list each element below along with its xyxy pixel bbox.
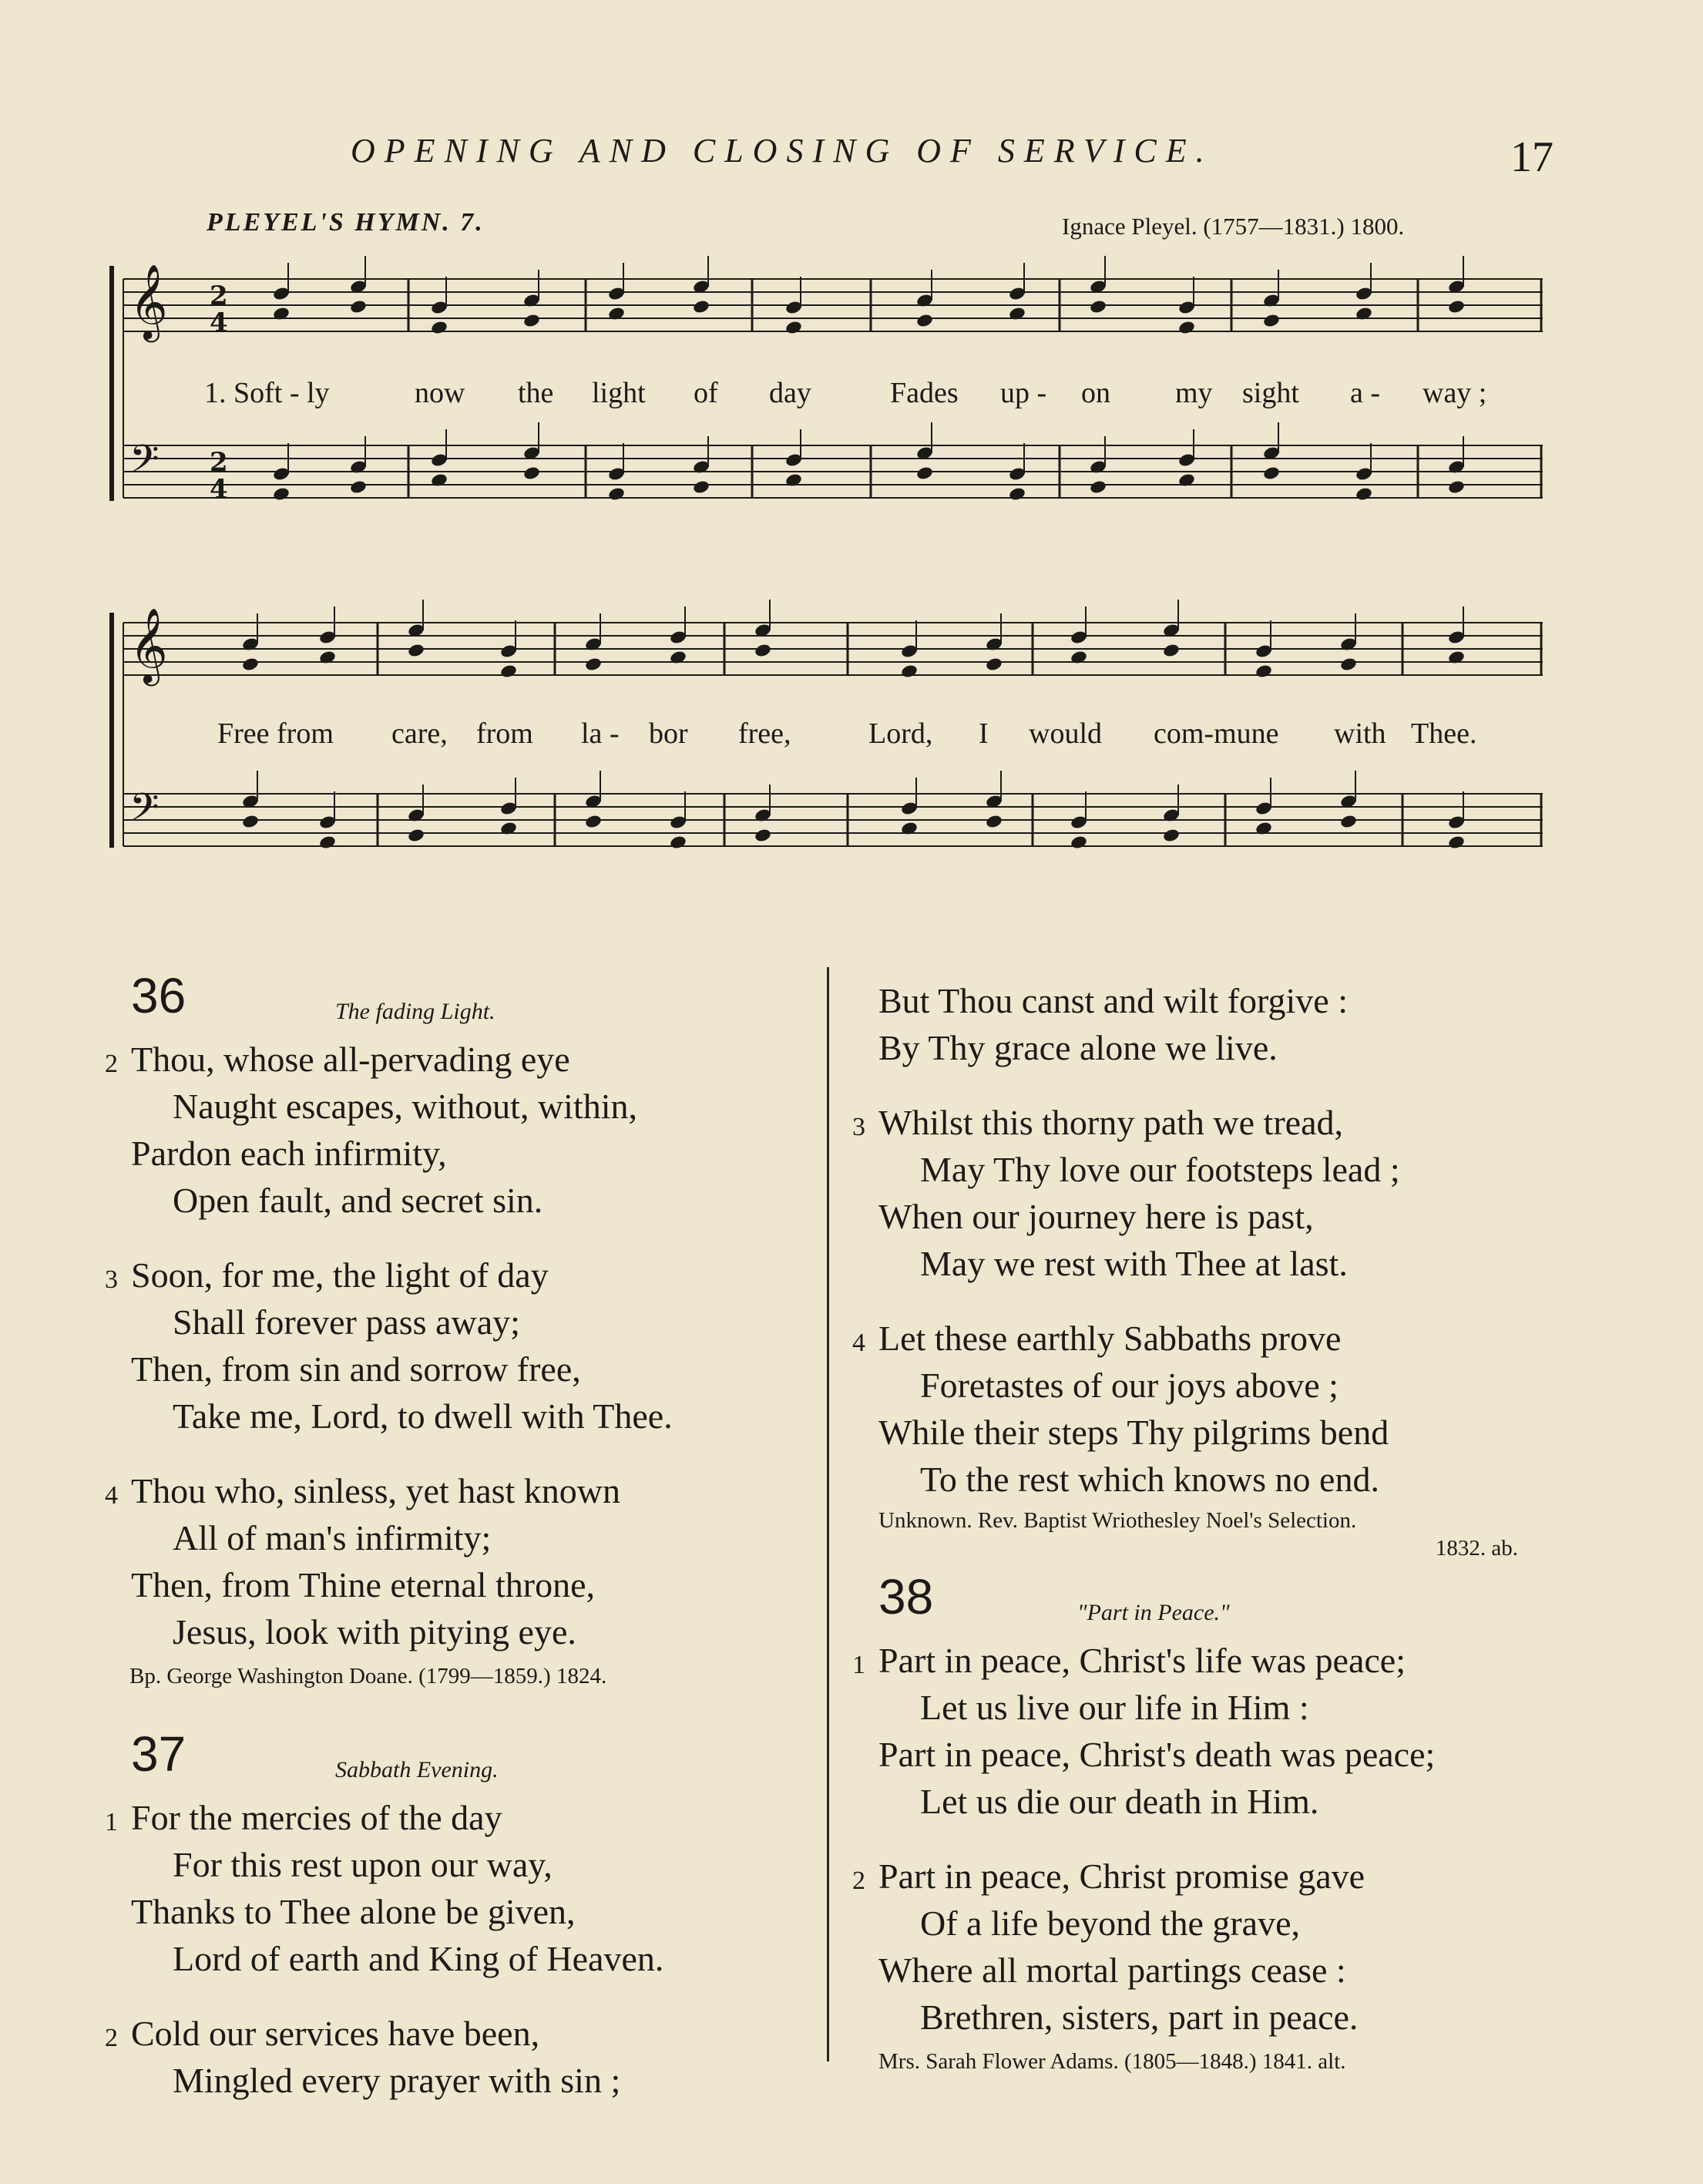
note-head xyxy=(754,643,772,658)
note-head xyxy=(1008,486,1026,502)
note-head xyxy=(900,664,919,679)
hymn-38-verses xyxy=(852,1637,1557,2041)
lyric-syllable: would xyxy=(1029,717,1102,750)
treble-clef: 𝄞 xyxy=(129,607,168,683)
verse-number: 3 xyxy=(852,1113,865,1141)
verse-line: While their steps Thy pilgrims bend xyxy=(878,1413,1389,1452)
note-head xyxy=(522,313,541,328)
note-head xyxy=(1177,320,1196,335)
lyric-syllable: sight xyxy=(1242,377,1299,409)
verse xyxy=(105,1794,809,1982)
note-head xyxy=(1262,313,1281,328)
note-head xyxy=(692,299,710,314)
verse-line: But Thou canst and wilt forgive : xyxy=(878,981,1349,1020)
note-head xyxy=(318,835,337,850)
note-head xyxy=(985,657,1003,672)
note-head xyxy=(1255,664,1273,679)
hymn-number: 38 xyxy=(878,1569,934,1625)
note-head xyxy=(1447,479,1466,495)
lyric-syllable: light xyxy=(592,377,646,409)
lyric-syllable: free, xyxy=(738,717,791,750)
left-column xyxy=(105,968,809,2132)
note-head xyxy=(407,828,425,843)
note-head xyxy=(784,320,803,335)
verse-line: Brethren, sisters, part in peace. xyxy=(920,1998,1359,2037)
verse-line: Thou, whose all-pervading eye xyxy=(131,1040,570,1079)
lyric-syllable: up - xyxy=(1000,377,1047,409)
verse-line: All of man's infirmity; xyxy=(173,1518,492,1557)
verse-line: May we rest with Thee at last. xyxy=(920,1244,1348,1283)
lyric-syllable: day xyxy=(769,377,811,409)
verse-line: To the rest which knows no end. xyxy=(920,1460,1379,1499)
verse-line: Foretastes of our joys above ; xyxy=(920,1366,1339,1405)
verse-line: Let us die our death in Him. xyxy=(920,1782,1319,1821)
treble-clef: 𝄞 xyxy=(129,264,168,339)
time-signature: 4 xyxy=(210,307,228,338)
hymn-37-verses-right xyxy=(852,977,1557,1503)
verse-line: When our journey here is past, xyxy=(878,1197,1314,1236)
note-head xyxy=(1355,486,1373,502)
verse-number: 2 xyxy=(852,1866,865,1895)
verse-continuation xyxy=(878,977,1557,1071)
hymn-37-verses-left xyxy=(105,1794,809,2104)
verse-line: For the mercies of the day xyxy=(131,1798,502,1837)
verse-line: Open fault, and secret sin. xyxy=(173,1181,543,1220)
note-head xyxy=(915,313,934,328)
verse xyxy=(852,1637,1557,1825)
note-head xyxy=(1162,828,1181,843)
composer-credit: Ignace Pleyel. (1757—1831.) 1800. xyxy=(1062,213,1405,240)
verse-line: Part in peace, Christ's death was peace; xyxy=(878,1735,1436,1774)
verse-line: Of a life beyond the grave, xyxy=(920,1903,1301,1943)
note-head xyxy=(915,465,934,481)
note-head xyxy=(1162,643,1181,658)
verse-number: 4 xyxy=(852,1329,865,1357)
hymn-38-header xyxy=(878,1569,1557,1637)
time-signature: 2 xyxy=(210,281,228,311)
page-number: 17 xyxy=(1510,133,1554,181)
verse-line: By Thy grace alone we live. xyxy=(878,1028,1278,1067)
note-head xyxy=(241,814,260,829)
lyric-syllable: from xyxy=(476,717,533,750)
bass-clef: 𝄢 xyxy=(129,785,160,839)
note-head xyxy=(1262,465,1281,481)
verse-line: Thou who, sinless, yet hast known xyxy=(131,1471,621,1510)
verse-line: Then, from sin and sorrow free, xyxy=(131,1349,581,1389)
hymn-title: Sabbath Evening. xyxy=(335,1757,499,1782)
lyric-syllable: 1. Soft - ly xyxy=(204,377,330,409)
hymn-number: 36 xyxy=(131,968,186,1023)
lyric-syllable: the xyxy=(518,377,554,409)
note-head xyxy=(522,465,541,481)
verse xyxy=(105,1252,809,1440)
verse-line: Let these earthly Sabbaths prove xyxy=(878,1319,1342,1358)
lyric-syllable: a - xyxy=(1350,377,1381,409)
verse-line: Cold our services have been, xyxy=(131,2014,540,2053)
column-divider xyxy=(827,967,829,2061)
note-head xyxy=(349,479,368,495)
note-head xyxy=(272,486,291,502)
verse xyxy=(105,2010,809,2104)
lyric-syllable: bor xyxy=(649,717,688,750)
lyric-syllable: way ; xyxy=(1423,377,1487,409)
note-head xyxy=(349,299,368,314)
tune-name: PLEYEL'S HYMN. 7. xyxy=(207,208,485,237)
note-head xyxy=(754,828,772,843)
lyric-syllable: my xyxy=(1175,377,1213,409)
time-signature: 2 xyxy=(210,447,228,478)
note-head xyxy=(669,835,687,850)
lyric-syllable: with xyxy=(1334,717,1386,750)
lyric-syllable: now xyxy=(415,377,465,409)
verse xyxy=(852,1853,1557,2041)
note-head xyxy=(1447,835,1466,850)
note-head xyxy=(407,643,425,658)
note-head xyxy=(692,479,710,495)
verse-number: 3 xyxy=(105,1265,118,1294)
verse-number: 1 xyxy=(105,1808,118,1836)
verse xyxy=(105,1036,809,1224)
hymn-36-header xyxy=(131,968,809,1036)
verse xyxy=(852,1099,1557,1287)
verse-number: 2 xyxy=(105,1050,118,1078)
note-head xyxy=(1339,814,1358,829)
verse-line: Thanks to Thee alone be given, xyxy=(131,1892,576,1931)
right-column xyxy=(852,977,1557,2076)
note-head xyxy=(1089,479,1107,495)
note-head xyxy=(1447,299,1466,314)
lyric-syllable: Thee. xyxy=(1411,717,1477,750)
note-head xyxy=(607,486,626,502)
lyric-syllable: care, xyxy=(391,717,448,750)
verse-line: Naught escapes, without, within, xyxy=(173,1087,638,1126)
lyric-syllable: I xyxy=(979,717,989,750)
lyric-syllable: of xyxy=(694,377,718,409)
verse-line: Pardon each infirmity, xyxy=(131,1134,447,1173)
verse-number: 1 xyxy=(852,1651,865,1679)
hymn-title: The fading Light. xyxy=(335,999,495,1024)
note-head xyxy=(1339,657,1358,672)
note-head xyxy=(584,657,603,672)
lyric-syllable: Lord, xyxy=(868,717,933,750)
verse-line: Part in peace, Christ's life was peace; xyxy=(878,1641,1406,1680)
hymn-36-credit: Bp. George Washington Doane. (1799—1859.) 1824. xyxy=(129,1664,607,1688)
verse-line: For this rest upon our way, xyxy=(173,1845,553,1884)
lyric-syllable: la - xyxy=(581,717,620,750)
verse xyxy=(105,1467,809,1655)
note-head xyxy=(430,320,448,335)
lyric-syllable: Free from xyxy=(217,717,334,750)
verse-line: Jesus, look with pitying eye. xyxy=(173,1612,576,1651)
hymn-36-verses xyxy=(105,1036,809,1655)
note-head xyxy=(1089,299,1107,314)
verse-line: Soon, for me, the light of day xyxy=(131,1255,549,1295)
lyric-syllable: on xyxy=(1081,377,1110,409)
lyric-syllable: Fades xyxy=(890,377,959,409)
note-head xyxy=(499,664,518,679)
verse-number: 2 xyxy=(105,2024,118,2052)
running-title: OPENING AND CLOSING OF SERVICE. xyxy=(351,132,1214,170)
note-head xyxy=(985,814,1003,829)
verse-line: Shall forever pass away; xyxy=(173,1302,520,1342)
bass-clef: 𝄢 xyxy=(129,437,160,491)
verse-line: Let us live our life in Him : xyxy=(920,1688,1309,1727)
verse-line: Whilst this thorny path we tread, xyxy=(878,1103,1343,1142)
verse xyxy=(852,1315,1557,1503)
note-head xyxy=(241,657,260,672)
note-head xyxy=(584,814,603,829)
verse-line: Lord of earth and King of Heaven. xyxy=(173,1939,664,1978)
verse-line: Take me, Lord, to dwell with Thee. xyxy=(173,1396,673,1436)
verse-line: Then, from Thine eternal throne, xyxy=(131,1565,596,1604)
verse-line: Where all mortal partings cease : xyxy=(878,1950,1346,1990)
lyric-syllable: com-mune xyxy=(1154,717,1279,750)
hymn-title: "Part in Peace." xyxy=(1077,1600,1230,1625)
hymn-37-header xyxy=(131,1726,809,1794)
verse-number: 4 xyxy=(105,1481,118,1510)
verse-line: Mingled every prayer with sin ; xyxy=(173,2061,621,2100)
hymn-37-credit: Unknown. Rev. Baptist Wriothesley Noel's Selection. xyxy=(878,1508,1357,1533)
verse-line: Part in peace, Christ promise gave xyxy=(878,1856,1365,1896)
hymn-38-credit: Mrs. Sarah Flower Adams. (1805—1848.) 1841. alt. xyxy=(878,2049,1346,2074)
hymn-37-credit-date: 1832. ab. xyxy=(1435,1536,1518,1561)
hymn-number: 37 xyxy=(131,1726,186,1782)
time-signature: 4 xyxy=(210,474,228,505)
verse-line: May Thy love our footsteps lead ; xyxy=(920,1150,1400,1189)
note-head xyxy=(1070,835,1088,850)
